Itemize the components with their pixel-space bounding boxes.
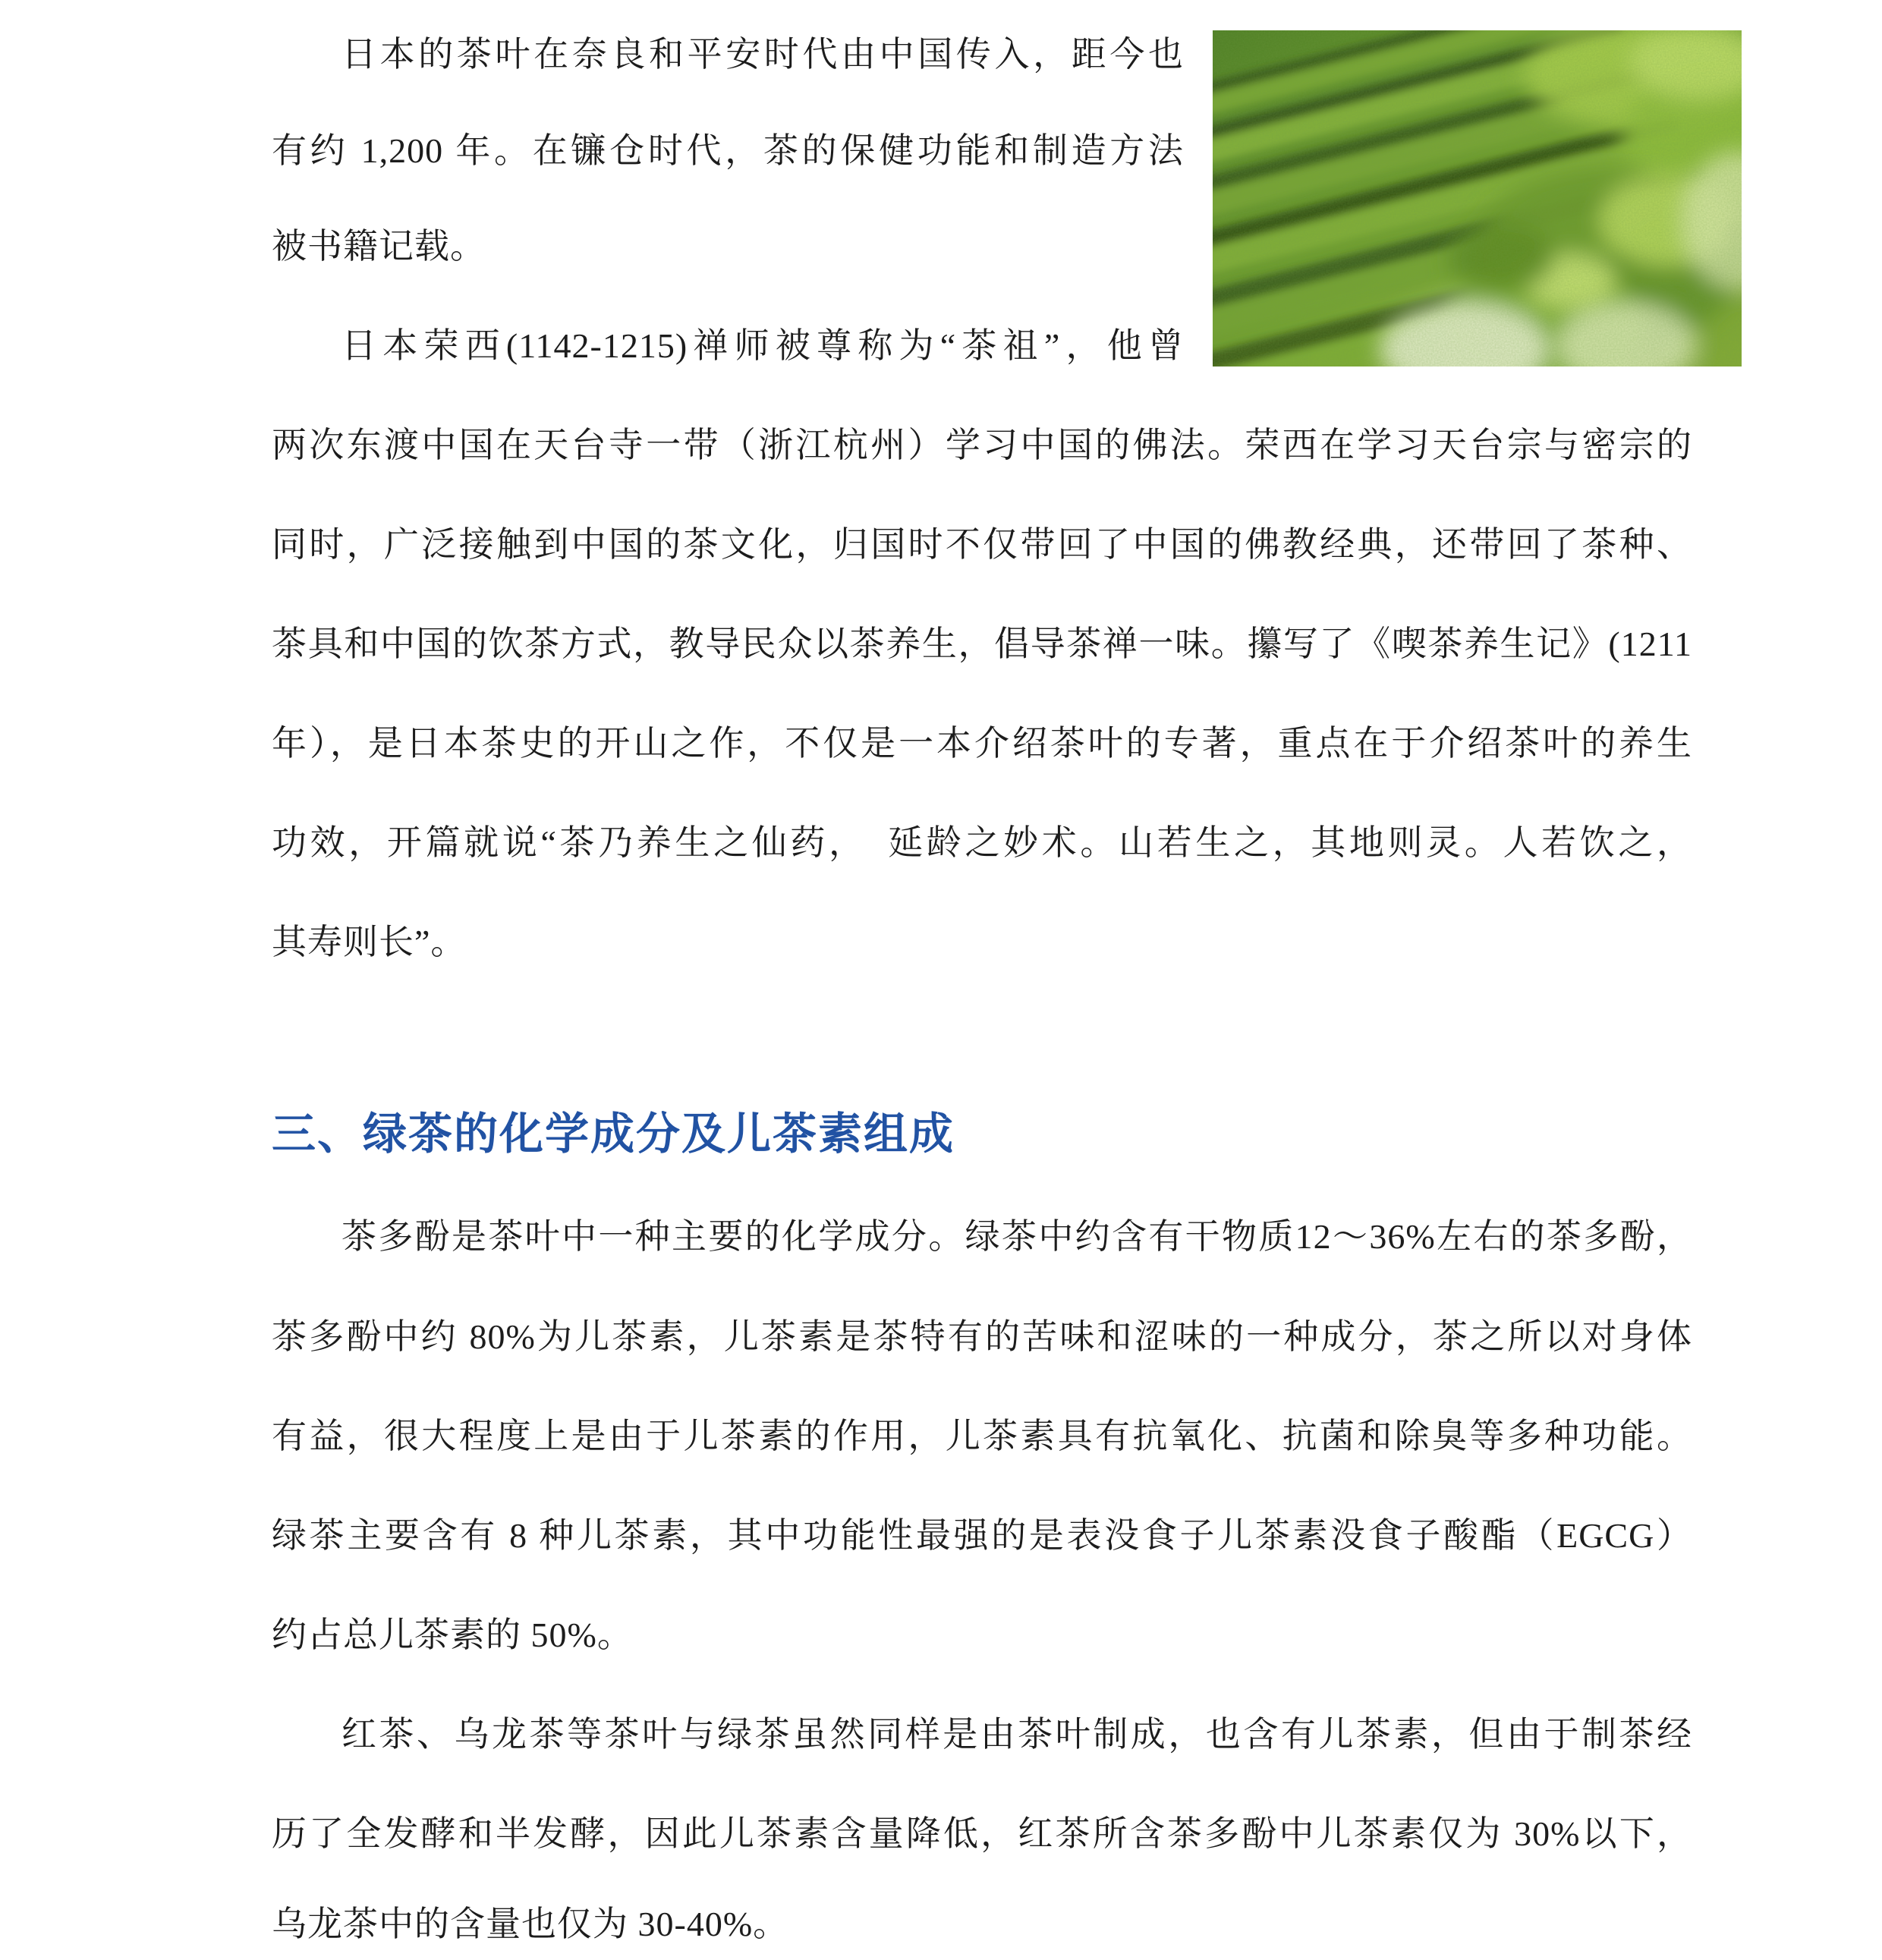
body-line: 约占总儿茶素的 50%。 [272,1616,633,1654]
body-line: 功效，开篇就说“茶乃养生之仙药， 延龄之妙术。山若生之，其地则灵。人若饮之， [272,823,1692,862]
body-line: 红茶、乌龙茶等茶叶与绿茶虽然同样是由茶叶制成，也含有儿茶素，但由于制茶经 [341,1715,1692,1754]
body-line: 两次东渡中国在天台寺一带（浙江杭州）学习中国的佛法。荣西在学习天台宗与密宗的 [272,426,1692,464]
body-line: 被书籍记载。 [272,227,486,266]
body-line: 乌龙茶中的含量也仅为 30-40%。 [272,1905,789,1943]
tea-plantation-photo [1213,30,1742,367]
body-line: 有益，很大程度上是由于儿茶素的作用，儿茶素具有抗氧化、抗菌和除臭等多种功能。 [272,1417,1692,1455]
body-line: 茶多酚是茶叶中一种主要的化学成分。绿茶中约含有干物质12～36%左右的茶多酚， [341,1217,1692,1256]
body-line: 年），是日本茶史的开山之作，不仅是一本介绍茶叶的专著，重点在于介绍茶叶的养生 [272,724,1692,763]
body-line: 日本荣西(1142-1215)禅师被尊称为“茶祖”，他曾 [341,326,1184,365]
tea-plantation-illustration [1213,30,1742,367]
body-line: 茶具和中国的饮茶方式，教导民众以茶养生，倡导茶禅一味。攥写了《喫茶养生记》(1211 [272,624,1692,663]
body-line: 历了全发酵和半发酵，因此儿茶素含量降低，红茶所含茶多酚中儿茶素仅为 30%以下， [272,1814,1692,1853]
body-line: 绿茶主要含有 8 种儿茶素，其中功能性最强的是表没食子儿茶素没食子酸酯（EGCG） [272,1516,1692,1555]
body-line: 同时，广泛接触到中国的茶文化，归国时不仅带回了中国的佛教经典，还带回了茶种、 [272,525,1692,564]
body-line: 其寿则长”。 [272,923,467,961]
body-line: 有约 1,200 年。在镰仓时代，茶的保健功能和制造方法 [272,131,1184,170]
body-line: 茶多酚中约 80%为儿茶素，儿茶素是茶特有的苦味和涩味的一种成分，茶之所以对身体 [272,1317,1692,1356]
section-heading: 三、绿茶的化学成分及儿茶素组成 [272,1109,955,1159]
body-line: 日本的茶叶在奈良和平安时代由中国传入，距今也 [341,35,1184,74]
